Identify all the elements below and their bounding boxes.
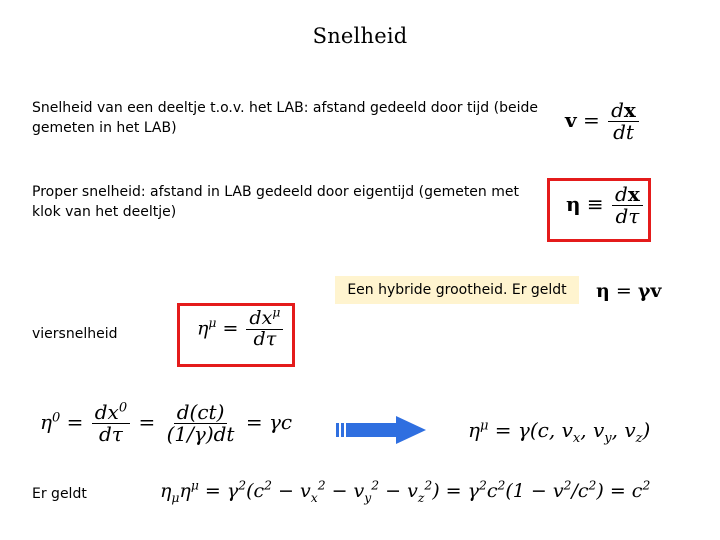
equation-velocity: v = $\frac{dx}{dt}$ [565,100,641,143]
hybrid-quantity-callout: Een hybride grootheid. Er geldt [335,276,579,304]
equation-proper-velocity: η ≡ $\frac{dx}{d\tau}$ [566,184,645,227]
equation-eta-zero: $\eta^0$ = $\frac{dx^0}{d\tau}$ = $\frac{d(ct)}{(1/\gamma)dt}$ = γc [40,400,293,446]
equation-invariant-norm: $\eta_\mu\eta^\mu = \gamma^2(c^2 - v_x^2 - v_y^2 - v_z^2) = \gamma^2c^2(1 - v^2/c^2) = c^2$ [160,478,651,505]
label-er-geldt: Er geldt [32,486,87,502]
right-arrow-icon [336,416,426,444]
page-title: Snelheid [312,24,408,48]
equation-eta-gamma-v: η = γv [596,280,662,302]
equation-four-velocity-components: $\eta^\mu = \gamma(c$, $v_x$, $v_y$, $v_z$) [468,418,651,446]
label-viersnelheid: viersnelheid [32,326,118,342]
paragraph-proper-velocity: Proper snelheid: afstand in LAB gedeeld door eigentijd (gemeten met klok van het deeltje) [32,184,519,220]
paragraph-lab-velocity: Snelheid van een deeltje t.o.v. het LAB: afstand gedeeld door tijd (beide gemeten in het LAB) [32,100,538,136]
equation-four-velocity: $\eta^\mu$ = $\frac{dx^\mu}{d\tau}$ [197,309,285,350]
